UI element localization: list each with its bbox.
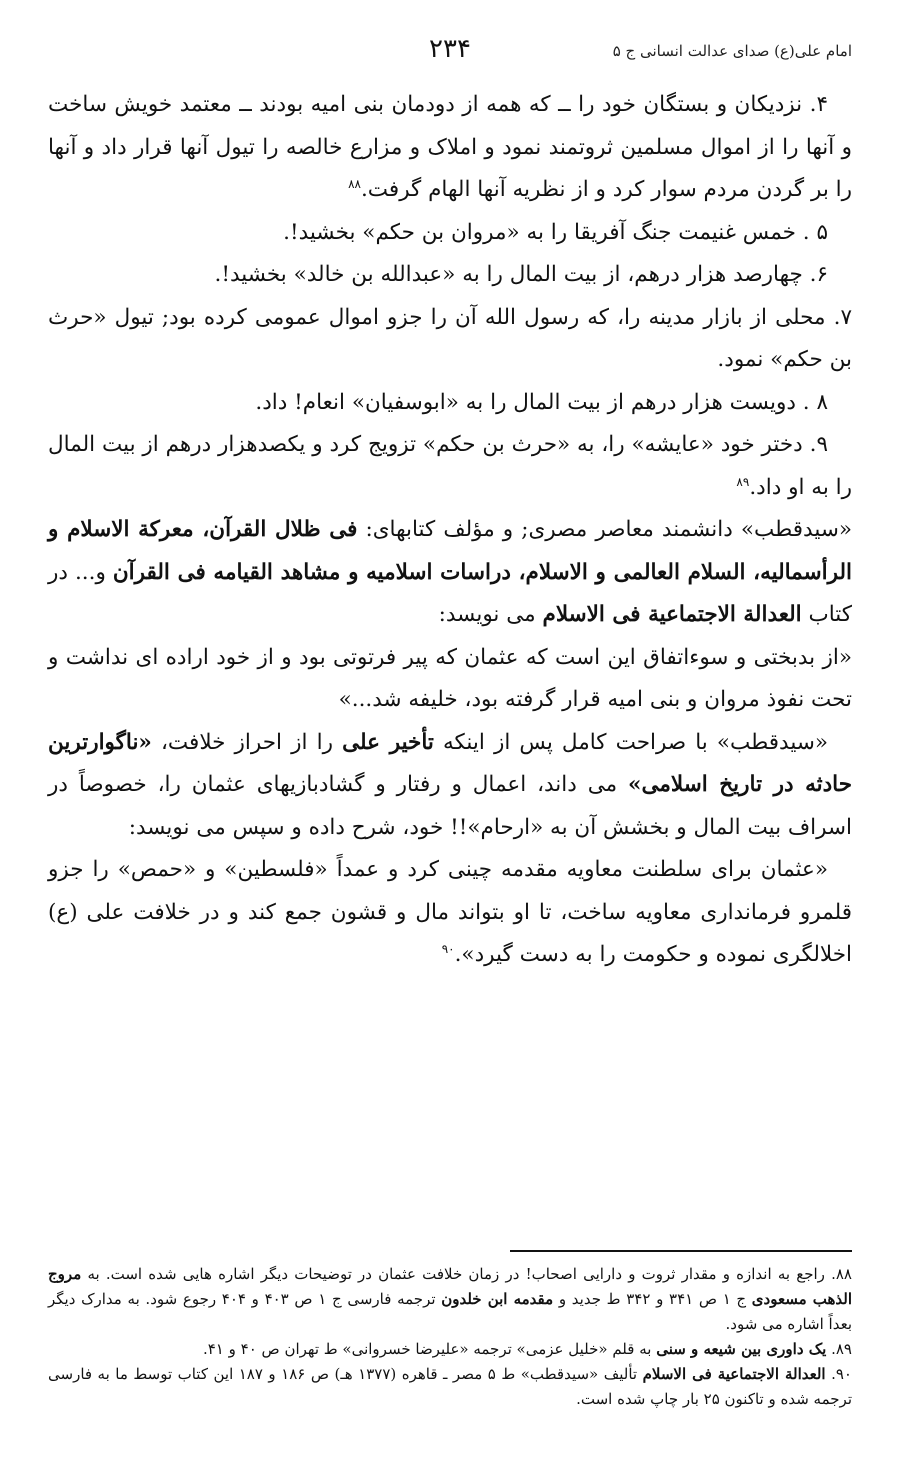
paragraph-sayyid-qutb-intro: «سیدقطب» دانشمند معاصر مصری; و مؤلف کتابهای: فی ظلال القرآن، معرکة الاسلام و الرأسمالیه، السلام العالمی و الاسلام، دراسات اسلامیه و مشاهد القیامه فی القرآن و... در کتاب العدالة الاجتماعیة فی الاسلام می نویسد: xyxy=(48,517,852,627)
book-title-social-justice: العدالة الاجتماعیة فی الاسلام xyxy=(542,602,802,627)
page-header xyxy=(48,30,852,70)
footnote-ref-90: ۹۰ xyxy=(441,941,455,956)
footnotes xyxy=(48,1262,852,1412)
quote-paragraph-1: «از بدبختی و سوءاتفاق این است که عثمان که پیر فرتوتی بود و از خود اراده ای نداشت و تحت نفوذ مروان و بنی امیه قرار گرفته بود، خلیفه شد...» xyxy=(48,644,852,712)
footnote-89: ۸۹. یک داوری بین شیعه و سنی به قلم «خلیل عزمی» ترجمه «علیرضا خسروانی» ط تهران ص ۴۰ و ۴۱. xyxy=(202,1340,852,1358)
footnote-separator xyxy=(510,1250,852,1252)
footnote-ref-89: ۸۹ xyxy=(736,474,750,489)
paragraph-item-5: ۵ . خمس غنیمت جنگ آفریقا را به «مروان بن حکم» بخشید!. xyxy=(283,219,828,245)
paragraph-item-9: ۹. دختر خود «عایشه» را، به «حرث بن حکم» تزویج کرد و یکصدهزار درهم از بیت المال را به او داد.$^{۸۹}$ xyxy=(48,432,852,500)
paragraph-item-4: ۴. نزدیکان و بستگان خود را ــ که همه از دودمان بنی امیه بودند ــ معتمد خویش ساخت و آنها را از اموال مسلمین ثروتمند نمود و املاک و مزارع خالصه را تیول آنها قرار داد و آنها را بر گردن مردم سوار کرد و از نظریه آنها الهام گرفت.$^{۸۸}$ xyxy=(48,92,852,202)
main-text xyxy=(48,84,852,977)
footnote-ref-88: ۸۸ xyxy=(348,176,361,191)
paragraph-item-7: ۷. محلی از بازار مدینه را، که رسول الله آن را جزو اموال عمومی کرده بود; تیول «حرث بن حکم» نمود. xyxy=(48,304,852,372)
page-number: ۲۳۴ xyxy=(429,34,471,64)
running-head: امام علی(ع) صدای عدالت انسانی ج ۵ xyxy=(612,42,852,60)
footnote-90: ۹۰. العدالة الاجتماعیة فی الاسلام تألیف «سیدقطب» ط ۵ مصر ـ قاهره (۱۳۷۷ هـ) ص ۱۸۶ و ۱۸۷ این کتاب توسط ما به فارسی ترجمه شده و تاکنون ۲۵ بار چاپ شده است. xyxy=(48,1365,852,1408)
emphasis-bitter-event: «ناگوارترین حادثه در تاریخ اسلامی» xyxy=(48,729,852,797)
footnote-88: ۸۸. راجع به اندازه و مقدار ثروت و دارایی اصحاب! در زمان خلافت عثمان در توضیحات دیگر اشاره هایی شده است. به مروج الذهب مسعودی ج ۱ ص ۳۴۱ و ۳۴۲ ط جدید و مقدمه ابن خلدون ترجمه فارسی ج ۱ ص ۴۰۳ و ۴۰۴ رجوع شود. به مدارک دیگر بعداً اشاره می شود. xyxy=(48,1265,853,1333)
paragraph-sayyid-qutb-analysis: «سیدقطب» با صراحت کامل پس از اینکه تأخیر علی را از احراز خلافت، «ناگوارترین حادثه در تاریخ اسلامی» می داند، اعمال و رفتار و گشادبازیهای عثمان را، خصوصاً در اسراف بیت المال و بخشش آن به «ارحام»!! خود، شرح داده و سپس می نویسد: xyxy=(48,729,852,840)
emphasis-ali-delay: تأخیر علی xyxy=(342,729,434,755)
paragraph-item-6: ۶. چهارصد هزار درهم، از بیت المال را به «عبدالله بن خالد» بخشید!. xyxy=(214,262,828,287)
paragraph-item-8: ۸ . دویست هزار درهم از بیت المال را به «ابوسفیان» انعام! داد. xyxy=(255,389,828,415)
book-titles: فی ظلال القرآن، معرکة الاسلام و الرأسمالیه، السلام العالمی و الاسلام، دراسات اسلامیه و مشاهد القیامه فی القرآن xyxy=(48,517,852,585)
quote-paragraph-2: «عثمان برای سلطنت معاویه مقدمه چینی کرد و عمداً «فلسطین» و «حمص» را جزو قلمرو فرمانداری معاویه ساخت، تا او بتواند مال و قشون جمع کند و در خلافت علی (ع) اخلالگری نموده و حکومت را به دست گیرد».$^{۹۰}$ xyxy=(48,857,852,967)
